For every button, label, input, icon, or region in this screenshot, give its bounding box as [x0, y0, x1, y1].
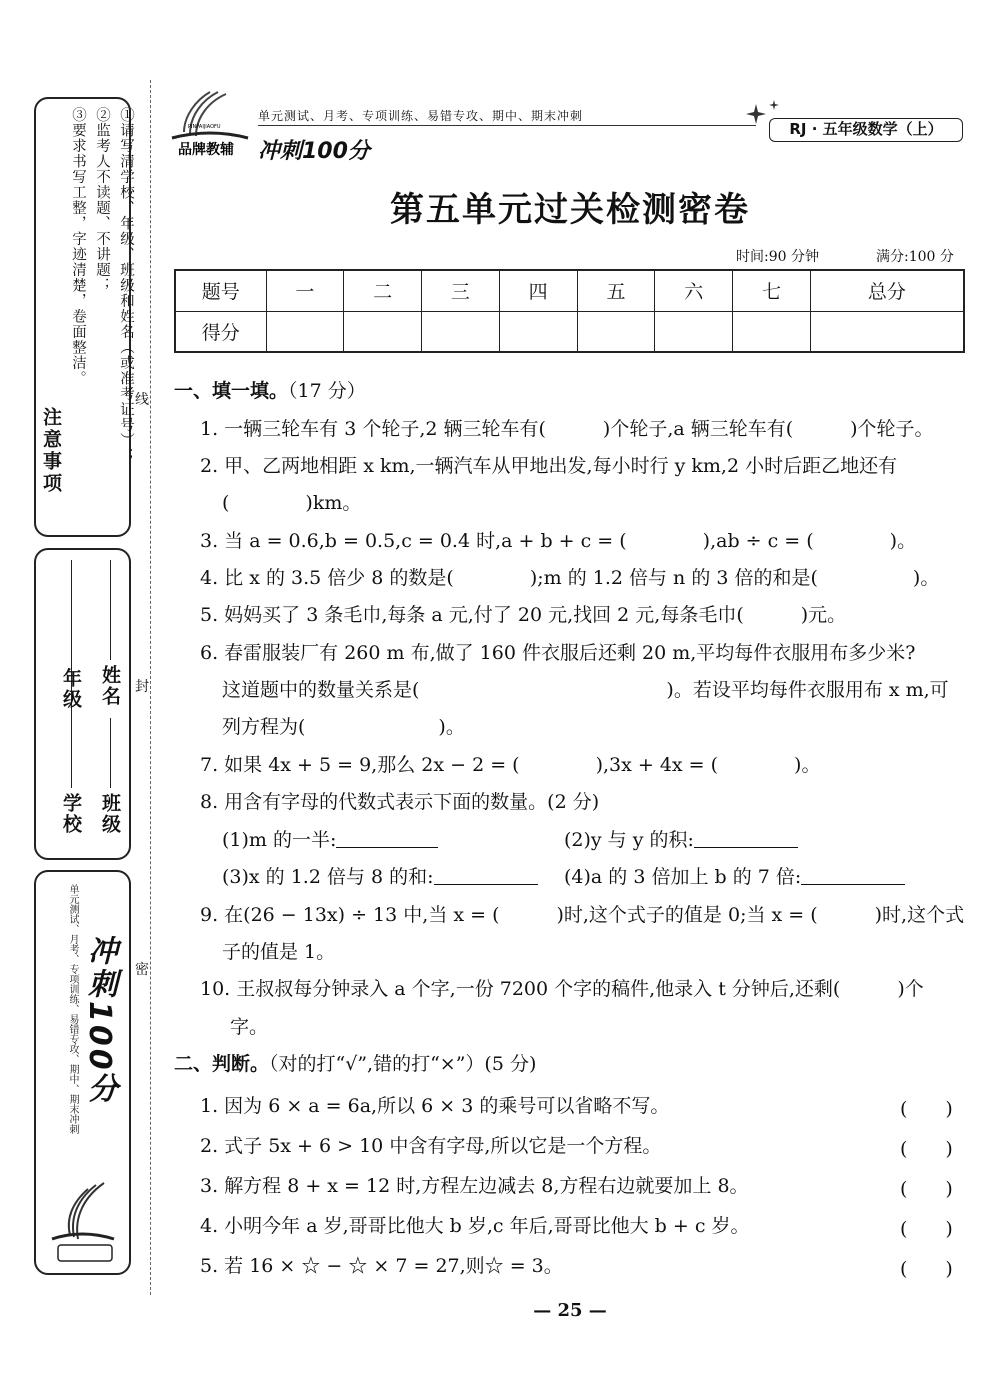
- header-slogan: 单元测试、月考、专项训练、易错专攻、期中、期末冲刺: [258, 109, 584, 123]
- logo-pinyin: PINPAIJIAOFU: [188, 124, 221, 130]
- question-line: 这道题中的数量关系是( )。若设平均每件衣服用布 x m,可: [222, 679, 949, 701]
- school-label: 学校: [60, 793, 82, 835]
- cut-mark-feng: 封: [135, 672, 149, 700]
- judge-answer-box[interactable]: ( ): [900, 1098, 953, 1120]
- answer-blank[interactable]: [694, 828, 798, 848]
- grade-tag: RJ · 五年级数学（上）: [769, 118, 963, 142]
- table-cell: 四: [499, 270, 577, 311]
- question-line: 3. 当 a = 0.6,b = 0.5,c = 0.4 时,a + b + c = ( ),ab ÷ c = ( )。: [200, 530, 917, 552]
- question-line: 列方程为( )。: [222, 716, 465, 738]
- score-input-cell[interactable]: [344, 311, 422, 352]
- score-input-cell[interactable]: [266, 311, 344, 352]
- table-cell: 六: [655, 270, 733, 311]
- section-1-heading: [174, 379, 366, 403]
- question-line: 子的值是 1。: [222, 941, 336, 963]
- table-cell: 五: [577, 270, 655, 311]
- section-points: （对的打“√”,错的打“×”）(5 分): [269, 1053, 537, 1075]
- table-cell: 二: [344, 270, 422, 311]
- book-logo-icon: [168, 88, 252, 164]
- logo-text: 品牌教辅: [178, 142, 234, 158]
- page-title: 第五单元过关检测密卷: [390, 190, 750, 230]
- question-line: 1. 一辆三轮车有 3 个轮子,2 辆三轮车有( )个轮子,a 辆三轮车有( )个轮子。: [200, 418, 934, 440]
- sub-question-label: (4)a 的 3 倍加上 b 的 7 倍:: [564, 866, 802, 888]
- answer-blank[interactable]: [336, 828, 438, 848]
- question-line: [564, 828, 798, 852]
- grade-field[interactable]: [71, 560, 72, 662]
- notice-line: ③要求书写工整，字迹清楚，卷面整洁。: [70, 107, 86, 386]
- section-2-heading: [174, 1052, 536, 1076]
- book-logo-icon: [44, 1177, 122, 1267]
- section-title: 一、填一填。: [174, 380, 289, 402]
- answer-blank[interactable]: [801, 865, 905, 885]
- sub-question-label: (1)m 的一半:: [222, 829, 337, 851]
- question-line: [222, 828, 438, 852]
- score-table: [174, 269, 965, 353]
- score-input-cell[interactable]: [422, 311, 500, 352]
- answer-blank[interactable]: [434, 865, 538, 885]
- table-cell: 七: [733, 270, 811, 311]
- brand-slogan: 单元测试、月考、专项训练、易错专攻、期中、期末冲刺: [67, 884, 78, 1134]
- table-row: [175, 311, 964, 352]
- section-title: 二、判断。: [174, 1053, 270, 1075]
- section-points: （17 分）: [288, 380, 366, 402]
- question-line: [564, 865, 905, 889]
- judge-item: 2. 式子 5x + 6 > 10 中含有字母,所以它是一个方程。: [200, 1135, 662, 1157]
- judge-item: 4. 小明今年 a 岁,哥哥比他大 b 岁,c 年后,哥哥比他大 b + c 岁。: [200, 1215, 750, 1237]
- judge-item: 3. 解方程 8 + x = 12 时,方程左边减去 8,方程右边就要加上 8。: [200, 1175, 749, 1197]
- notice-line: ②监考人不读题、不讲题；: [94, 107, 110, 293]
- grade-label: 年级: [60, 668, 82, 710]
- notice-box: [34, 97, 134, 537]
- table-cell: 三: [422, 270, 500, 311]
- table-row: [175, 270, 964, 311]
- judge-answer-box[interactable]: ( ): [900, 1218, 953, 1240]
- name-label: 姓名: [99, 665, 121, 707]
- brand-title: 冲刺100分: [258, 139, 370, 164]
- sub-question-label: (3)x 的 1.2 倍与 8 的和:: [222, 866, 434, 888]
- score-input-cell[interactable]: [733, 311, 811, 352]
- notice-heading: 注意事项: [40, 407, 62, 495]
- question-line: 9. 在(26 − 13x) ÷ 13 中,当 x = ( )时,这个式子的值是 0;当 x = ( )时,这个式: [200, 904, 965, 926]
- score-input-cell[interactable]: [499, 311, 577, 352]
- question-line: 2. 甲、乙两地相距 x km,一辆汽车从甲地出发,每小时行 y km,2 小时后距乙地还有: [200, 455, 898, 477]
- table-cell: 总分: [810, 270, 964, 311]
- header-rule: [258, 125, 756, 126]
- question-line: 6. 春雷服装厂有 260 m 布,做了 160 件衣服后还剩 20 m,平均每件衣服用布多少米?: [200, 642, 916, 664]
- score-input-cell[interactable]: [655, 311, 733, 352]
- judge-answer-box[interactable]: ( ): [900, 1258, 953, 1280]
- cut-line: [150, 80, 151, 1295]
- judge-item: 1. 因为 6 × a = 6a,所以 6 × 3 的乘号可以省略不写。: [200, 1095, 670, 1117]
- question-line: 10. 王叔叔每分钟录入 a 个字,一份 7200 个字的稿件,他录入 t 分钟后,还剩( )个: [200, 978, 924, 1000]
- question-line: 字。: [230, 1016, 269, 1038]
- full-score-info: 满分:100 分: [876, 249, 954, 265]
- score-input-cell[interactable]: [577, 311, 655, 352]
- question-line: 8. 用含有字母的代数式表示下面的数量。(2 分): [200, 791, 600, 813]
- table-cell: 题号: [175, 270, 266, 311]
- class-field[interactable]: [110, 718, 111, 788]
- question-line: [222, 865, 538, 889]
- question-line: 5. 妈妈买了 3 条毛巾,每条 a 元,付了 20 元,找回 2 元,每条毛巾( )元。: [200, 604, 847, 626]
- table-cell: 一: [266, 270, 344, 311]
- notice-line: ①请写清学校、年级、班级和姓名（或准考证号）；: [118, 107, 134, 464]
- question-line: ( )km。: [222, 492, 362, 514]
- cut-mark-mi: 密: [135, 955, 149, 983]
- class-label: 班级: [99, 793, 121, 835]
- question-line: 4. 比 x 的 3.5 倍少 8 的数是( );m 的 1.2 倍与 n 的 3 倍的和是( )。: [200, 567, 940, 589]
- judge-answer-box[interactable]: ( ): [900, 1178, 953, 1200]
- name-field[interactable]: [110, 560, 111, 660]
- sub-question-label: (2)y 与 y 的积:: [564, 829, 694, 851]
- notice-list: [66, 107, 138, 532]
- table-cell: 得分: [175, 311, 266, 352]
- judge-item: 5. 若 16 × ☆ − ☆ × 7 = 27,则☆ = 3。: [200, 1255, 563, 1277]
- judge-answer-box[interactable]: ( ): [900, 1138, 953, 1160]
- page-number: — 25 —: [533, 1300, 607, 1321]
- question-line: 7. 如果 4x + 5 = 9,那么 2x − 2 = ( ),3x + 4x = ( )。: [200, 754, 821, 776]
- brand-name: 冲刺100分: [82, 935, 117, 1106]
- cut-mark-xian: 线: [135, 385, 149, 413]
- score-input-cell[interactable]: [810, 311, 964, 352]
- time-info: 时间:90 分钟: [736, 249, 819, 265]
